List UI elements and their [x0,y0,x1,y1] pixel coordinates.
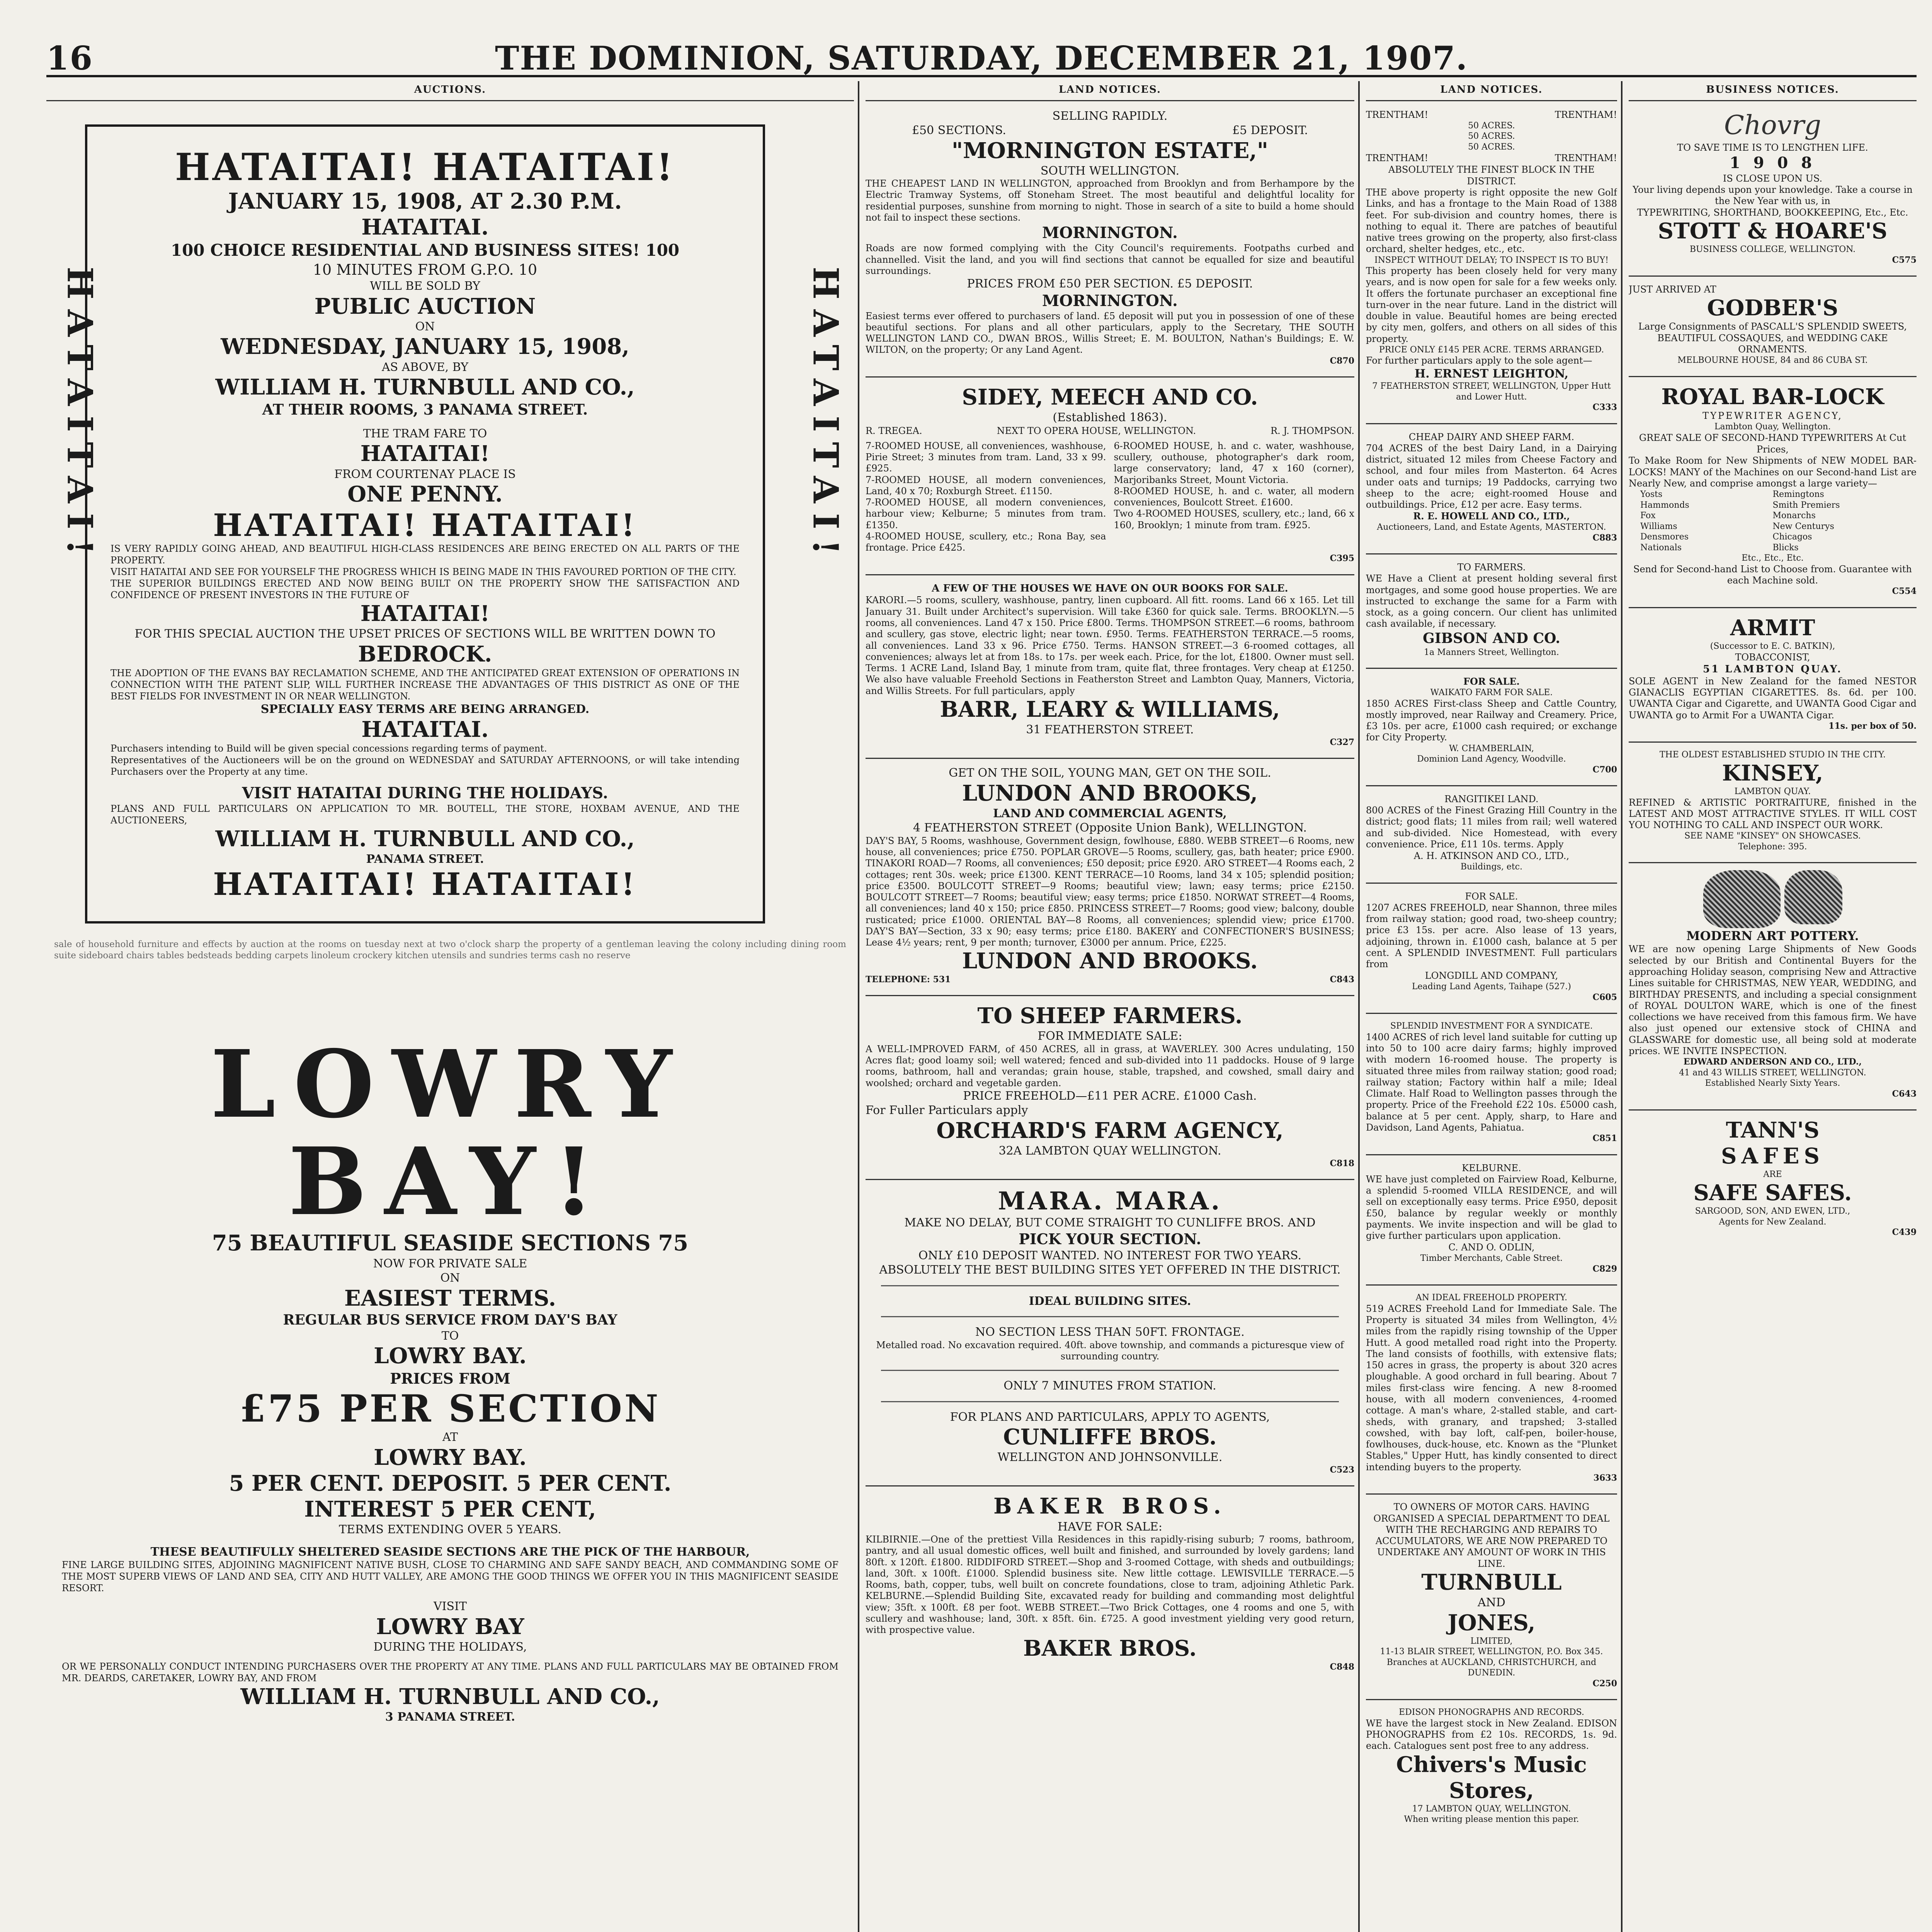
side-text: HATAITAI! [59,267,100,565]
ideal-property-advert: AN IDEAL FREEHOLD PROPERTY. 519 ACRES Freehold Land for Immediate Sale. The Property is situated 34 miles from Wellington, 4½ miles from the rapidly rising township of the Upper Hutt. A good metalled road right into the Property. The land consists of foothills, with extensive flats; 150 acres in grass, the property is about 320 acres ploughable. A good orchard in full bearing. About 7 miles first-class wire fencing. A new 8-roomed house, with all modern conveniences, 4-roomed cottage. A man's whare, 2-stalled stable, and cart-sheds, with granary, and trapshed; 3-stalled cowshed, with bay loft, calf-pen, boiler-house, fowlhouses, duck-house, etc. Known as the "Plunket Stables," Upper Hutt, has kindly consented to direct intending buyers to the property. 3633 [1366,1293,1617,1483]
land-notices-column [866,81,1354,1932]
advert-title: SIDEY, MEECH AND CO. [962,384,1258,410]
faded-text: sale of household furniture and effects by auction at the rooms on tuesday next at two o'clock sharp the property of a gentleman leaving the colony including dining room suite sideboard chairs tables bedsteads bedding carpets linoleum crockery kitchen utensils and sundries terms cash no reserve [54,939,846,961]
newspaper-title: THE DOMINION, SATURDAY, DECEMBER 21, 1907. [495,39,1468,77]
armit-advert: ARMIT (Successor to E. C. BATKIN), TOBACCONIST, 51 LAMBTON QUAY. SOLE AGENT in New Zealand for the famed NESTOR GIANACLIS EGYPTIAN CIGARETTES. 8s. 6d. per 100. UWANTA Cigar and Cigarette, and UWANTA Good Cigar and UWANTA go to Armit For a UWANTA Cigar. 11s. per box of 50. [1629,615,1917,731]
page-number: 16 [46,39,93,77]
royal-bar-lock-advert: ROYAL BAR-LOCK TYPEWRITER AGENCY, Lambton Quay, Wellington. GREAT SALE OF SECOND-HAND TYPEWRITERS At Cut Prices, To Make Room for New Shipments of NEW MODEL BAR-LOCKS! MANY of the Machines on our Second-hand List are Nearly New, and comprise amongst a large variety— Yosts Remingtons Hammonds Smith Premiers Fox Monarchs Williams New Centurys Densmores Chicagos Nationals Blicks Etc., Etc., Etc. Send for Second-hand List to Choose from. Guarantee with each Machine sold. C554 [1629,384,1917,597]
dairy-farm-advert: CHEAP DAIRY AND SHEEP FARM. 704 ACRES of the best Dairy Land, in a Dairying district, situated 12 miles from Cheese Factory and school, and four miles from Masterton. 64 Acres under oats and turnips; 19 Paddocks, carrying two sheep to the acre; eight-roomed House and outbuildings. Price, £12 per acre. Easy terms. R. E. HOWELL AND CO., LTD., Auctioneers, Land, and Estate Agents, MASTERTON. C883 [1366,431,1617,543]
section-header: LAND NOTICES. [1366,81,1617,101]
advert-title: BARR, LEARY & WILLIAMS, [940,696,1280,722]
advert-title: ROYAL BAR-LOCK [1661,384,1884,410]
advert-title: GODBER'S [1707,295,1838,321]
column-rule [858,81,859,1932]
lundon-brooks-advert: GET ON THE SOIL, YOUNG MAN, GET ON THE SOIL. LUNDON AND BROOKS, LAND AND COMMERCIAL AGENTS, 4 FEATHERSTON STREET (Opposite Union Bank), WELLINGTON. DAY'S BAY, 5 Rooms, washhouse, Government design, fowlhouse, £880. WEBB STREET—6 Rooms, new house, all conveniences; price £750. POPLAR GROVE—5 Rooms, scullery, gas, bath heater; price £900. TINAKORI ROAD—7 Rooms, all conveniences; £50 deposit; price £920. ARO STREET—4 Rooms each, 2 cottages; rent 30s. week; price £1300. KENT TERRACE—10 Rooms, land 34 x 105; splendid position; price £3500. BOULCOTT STREET—9 Rooms; beautiful view; lawn; easy terms; price £2150. BOULCOTT STREET—7 Rooms; beautiful view; easy terms; price £1850. NORWAT STREET—4 Rooms, all conveniences; land 40 x 150; price £850. PRINCESS STREET—7 Rooms; good view; balcony, double rusticated; price £1000. ORIENTAL BAY—8 Rooms, all conveniences; splendid view; price £1700. DAY'S BAY—Section, 33 x 90; easy terms; price £180. BAKERY and CONFECTIONER'S BUSINESS; Lease 4½ years; rent, 9 per month; turnover, £3000 per annum. Price, £225. LUNDON AND BROOKS. TELEPHONE: 531 C843 [866,766,1354,985]
edison-advert: EDISON PHONOGRAPHS AND RECORDS. WE have the largest stock in New Zealand. EDISON PHONOGRAPHS from £2 10s. RECORDS, 1s. 9d. each. Catalogues sent post free to any address. Chivers's Music Stores, 17 LAMBTON QUAY, WELLINGTON. When writing please mention this paper. [1366,1708,1617,1825]
advert-title: LUNDON AND BROOKS, [962,780,1258,806]
place-name: HATAITAI. [361,214,489,240]
rangitikei-advert: RANGITIKEI LAND. 800 ACRES of the Finest Grazing Hill Country in the district; good flats; 11 miles from rail; well watered and sub-divided. Nice Homestead, with every convenience. Price, £11 10s. terms. Apply A. H. ATKINSON AND CO., LTD., Buildings, etc. [1366,794,1617,872]
handwritten-signature: Chovrg [1724,110,1821,141]
section-header: LAND NOTICES. [866,81,1354,101]
barr-leary-advert: A FEW OF THE HOUSES WE HAVE ON OUR BOOKS FOR SALE. KARORI.—5 rooms, scullery, washhouse, pantry, linen cupboard. All fitt. rooms. Land 66 x 165. Let till January 31. Built under Architect's supervision. Will take £360 for quick sale. Terms. BROOKLYN.—5 rooms, all conveniences. Land 47 x 150. Price £800. Terms. THOMPSON STREET.—6 rooms, bathroom and scullery, gas stove, electric light; near town. £950. Terms. FEATHERSTON TERRACE.—5 rooms, all conveniences. Land 33 x 96. Price £750. Terms. HANSON STREET.—3 6-roomed cottages, all conveniences; always let at from 18s. to 17s. per week each. Price, for the lot, £1800. Owner must sell. Terms. 1 ACRE Land, Island Bay, 1 minute from tram, quite flat, three frontages. Very cheap at £1250. We also have valuable Freehold Sections in Featherston Street and Lambton Quay, Manners, Victoria, and Willis Streets. For full particulars, apply BARR, LEARY & WILLIAMS, 31 FEATHERSTON STREET. C327 [866,582,1354,747]
godber-advert: JUST ARRIVED AT GODBER'S Large Consignments of PASCALL'S SPLENDID SWEETS, BEAUTIFUL COSSAQUES, and WEDDING CAKE ORNAMENTS. MELBOURNE HOUSE, 84 and 86 CUBA ST. [1629,284,1917,366]
tann-safes-advert: TANN'S SAFES ARE SAFE SAFES. SARGOOD, SON, AND EWEN, LTD., Agents for New Zealand. C439 [1629,1117,1917,1238]
auction-date: JANUARY 15, 1908, AT 2.30 P.M. [228,188,622,214]
auctions-column [46,81,854,1932]
mara-advert: MARA. MARA. MAKE NO DELAY, BUT COME STRAIGHT TO CUNLIFFE BROS. AND PICK YOUR SECTION. ONLY £10 DEPOSIT WANTED. NO INTEREST FOR TWO YEARS. ABSOLUTELY THE BEST BUILDING SITES YET OFFERED IN THE DISTRICT. IDEAL BUILDING SITES. NO SECTION LESS THAN 50FT. FRONTAGE. Metalled road. No excavation required. 40ft. above township, and commands a picturesque view of surrounding country. ONLY 7 MINUTES FROM STATION. FOR PLANS AND PARTICULARS, APPLY TO AGENTS, CUNLIFFE BROS. WELLINGTON AND JOHNSONVILLE. C523 [866,1187,1354,1475]
advert-title: TANN'S [1726,1117,1820,1143]
section-header: BUSINESS NOTICES. [1629,81,1917,101]
advert-title: "MORNINGTON ESTATE," [951,138,1269,163]
waikato-advert: FOR SALE. WAIKATO FARM FOR SALE. 1850 ACRES First-class Sheep and Cattle Country, mostly improved, near Railway and Creamery. Price, £3 10s. per acre, £1000 cash required; or exchange for City Property. W. CHAMBERLAIN, Dominion Land Agency, Woodville. C700 [1366,676,1617,775]
masthead [46,35,1917,77]
stott-hoare-advert: Chovrg TO SAVE TIME IS TO LENGTHEN LIFE. 1 9 0 8 IS CLOSE UPON US. Your living depends upon your knowledge. Take a course in the New Year with us, in TYPEWRITING, SHORTHAND, BOOKKEEPING, Etc., Etc. STOTT & HOARE'S BUSINESS COLLEGE, WELLINGTON. C575 [1629,109,1917,266]
baker-bros-advert: BAKER BROS. HAVE FOR SALE: KILBIRNIE.—One of the prettiest Villa Residences in this rapidly-rising suburb; 7 rooms, bathroom, pantry, and all usual domestic offices, well built and finished, and surrounded by lovely gardens; land 80ft. x 120ft. £1800. RIDDIFORD STREET.—Shop and 3-roomed Cottage, with sheds and outbuildings; land, 30ft. x 100ft. £1000. Splendid business site. New little cottage. LEWISVILLE TERRACE.—5 Rooms, bath, copper, tubs, well built on concrete foundations, close to tram, adjoining Athletic Park. KELBURNE.—Splendid Building Site, excavated ready for building and commanding most delightful view; 35ft. x 100ft. £8 per foot. WEBB STREET.—Two Brick Cottages, one 4 rooms and one 5, with scullery and washhouse; land, 30ft. x 85ft. 6in. £725. A good investment yielding very good return, with prospective value. BAKER BROS. C848 [866,1493,1354,1672]
advert-title: HATAITAI! HATAITAI! [175,145,675,189]
advert-title: KINSEY, [1722,760,1823,786]
sheep-farmers-advert: TO SHEEP FARMERS. FOR IMMEDIATE SALE: A WELL-IMPROVED FARM, of 450 ACRES, all in grass, at WAVERLEY. 300 Acres undulating, 150 Acres flat; good loamy soil; well watered; fenced and sub-divided into 11 paddocks. House of 9 large rooms, bathroom, hall and verandas; grain house, stable, trapshed, and cowshed, small dairy and woolshed; orchard and vegetable garden. PRICE FREEHOLD—£11 PER ACRE. £1000 Cash. For Fuller Particulars apply ORCHARD'S FARM AGENCY, 32A LAMBTON QUAY WELLINGTON. C818 [866,1003,1354,1168]
hataitai-advert: HATAITAI! HATAITAI! JANUARY 15, 1908, AT 2.30 P.M. HATAITAI. 100 CHOICE RESIDENTIAL AND BUSINESS SITES! 100 10 MINUTES FROM G.P.O. 10 WILL BE SOLD BY PUBLIC AUCTION ON WEDNESDAY, JANUARY 15, 1908, AS ABOVE, BY WILLIAM H. TURNBULL AND CO., AT THEIR ROOMS, 3 PANAMA STREET. THE TRAM FARE TO HATAITAI! FROM COURTENAY PLACE IS ONE PENNY. HATAITAI! HATAITAI! IS VERY RAPIDLY GOING AHEAD, AND BEAUTIFUL HIGH-CLASS RESIDENCES ARE BEING ERECTED ON ALL PARTS OF THE PROPERTY. VISIT HATAITAI AND SEE FOR YOURSELF THE PROGRESS WHICH IS BEING MADE IN THIS FAVOURED PORTION OF THE CITY. THE SUPERIOR BUILDINGS ERECTED AND NOW BEING BUILT ON THE PROPERTY SHOW THE SATISFACTION AND CONFIDENCE OF PRESENT INVESTORS IN THE FUTURE OF HATAITAI! FOR THIS SPECIAL AUCTION THE UPSET PRICES OF SECTIONS WILL BE WRITTEN DOWN TO BEDROCK. THE ADOPTION OF THE EVANS BAY RECLAMATION SCHEME, AND THE ANTICIPATED GREAT EXTENSION OF OPERATIONS IN CONNECTION WITH THE PATENT SLIP, WILL FURTHER INCREASE THE ADVANTAGES OF THIS DISTRICT AS ONE OF THE BEST FIELDS FOR INVESTMENT IN OR NEAR WELLINGTON. SPECIALLY EASY TERMS ARE BEING ARRANGED. HATAITAI. Purchasers intending to Build will be given special concessions regarding terms of payment. Representatives of the Auctioneers will be on the ground on WEDNESDAY and SATURDAY AFTERNOONS, or will take intending Purchasers over the Property at any time. VISIT HATAITAI DURING THE HOLIDAYS. PLANS AND FULL PARTICULARS ON APPLICATION TO MR. BOUTELL, THE STORE, HOXBAM AVENUE, AND THE AUCTIONEERS, WILLIAM H. TURNBULL AND CO., PANAMA STREET. HATAITAI! HATAITAI! [85,124,765,924]
advert-title: MARA. MARA. [998,1187,1222,1216]
advert-title: MODERN ART POTTERY. [1686,929,1859,944]
advert-title: Chivers's Music Stores, [1396,1752,1587,1803]
pottery-illustration [1784,870,1842,924]
pottery-advert: MODERN ART POTTERY. WE are now opening Large Shipments of New Goods selected by our British and Continental Buyers for the approaching Holiday season, comprising New and Attractive Lines suitable for CHRISTMAS, NEW YEAR, WEDDING, and BIRTHDAY PRESENTS, and including a special consignment of ROYAL DOULTON WARE, which is one of the finest collections we have received from this famous firm. We have also just opened our extensive stock of CHINA and GLASSWARE for domestic use, all being sold at moderate prices. WE INVITE INSPECTION. EDWARD ANDERSON AND CO., LTD., 41 and 43 WILLIS STREET, WELLINGTON. Established Nearly Sixty Years. C643 [1629,870,1917,1099]
syndicate-advert: SPLENDID INVESTMENT FOR A SYNDICATE. 1400 ACRES of rich level land suitable for cutting up into 50 to 100 acre dairy farms; highly improved with modern 16-roomed house. The property is situated three miles from railway station; good road; railway station; Factory within half a mile; Ideal Climate. Half Road to Wellington passes through the property. Price of the Freehold £22 10s. £5000 cash, balance at 5 per cent. Apply, sharp, to Hare and Davidson, Land Agents, Pahiatua. C851 [1366,1021,1617,1144]
farmers-advert: TO FARMERS. WE Have a Client at present holding several first mortgages, and some good house properties. We are instructed to exchange the same for a Farm with stock, as a going concern. Our client has unlimited cash available, if necessary. GIBSON AND CO. 1a Manners Street, Wellington. [1366,562,1617,657]
land-notices-column-2 [1366,81,1617,1932]
pottery-illustration [1703,870,1781,928]
business-notices-column [1629,81,1917,1932]
mornington-advert: SELLING RAPIDLY. £50 SECTIONS. £5 DEPOSIT. "MORNINGTON ESTATE," SOUTH WELLINGTON. THE CHEAPEST LAND IN WELLINGTON, approached from Brooklyn and from Berhampore by the Electric Tramway Systems, off Stoneham Street. The most beautiful and delightful locality for residential purposes, sunshine from morning to night. Those in search of a site to build a home should not fail to inspect these sections. MORNINGTON. Roads are now formed complying with the City Council's requirements. Footpaths curbed and channelled. Visit the land, and you will find sections that cannot be equalled for size and beautiful surroundings. PRICES FROM £50 PER SECTION. £5 DEPOSIT. MORNINGTON. Easiest terms ever offered to purchasers of land. £5 deposit will put you in possession of one of these beautiful sections. For plans and all other particulars, apply to the Secretary, THE SOUTH WELLINGTON LAND CO., DWAN BROS., Willis Street; E. M. BOULTON, Nathan's Buildings; E. W. WILTON, on the property; Or any Land Agent. C870 [866,109,1354,366]
column-rule [1621,81,1622,1932]
advert-title: LOWRY BAY! [210,1030,690,1236]
typewriter-list: Yosts Remingtons Hammonds Smith Premiers Fox Monarchs Williams New Centurys Densmores Chicagos Nationals Blicks [1640,490,1840,553]
side-text: HATAITAI! [805,267,846,565]
advert-title: BAKER BROS. [993,1493,1226,1519]
advert-title: STOTT & HOARE'S [1658,218,1888,244]
kelburne-advert: KELBURNE. WE have just completed on Fairview Road, Kelburne, a splendid 5-roomed VILLA RESIDENCE, and will sell on exceptionally easy terms. Price £950, deposit £50, balance by regular weekly or monthly payments. We invite inspection and will be glad to give further particulars upon application. C. AND O. ODLIN, Timber Merchants, Cable Street. C829 [1366,1162,1617,1274]
advert-title: ARMIT [1730,615,1815,641]
kinsey-advert: THE OLDEST ESTABLISHED STUDIO IN THE CITY. KINSEY, LAMBTON QUAY. REFINED & ARTISTIC PORTRAITURE, finished in the LATEST AND MOST ATTRACTIVE STYLES. IT WILL COST YOU NOTHING TO CALL AND INSPECT OUR WORK. SEE NAME "KINSEY" ON SHOWCASES. Telephone: 395. [1629,750,1917,852]
lowry-bay-advert: LOWRY BAY! 75 BEAUTIFUL SEASIDE SECTIONS 75 NOW FOR PRIVATE SALE ON EASIEST TERMS. REGULAR BUS SERVICE FROM DAY'S BAY TO LOWRY BAY. PRICES FROM £75 PER SECTION AT LOWRY BAY. 5 PER CENT. DEPOSIT. 5 PER CENT. INTEREST 5 PER CENT, TERMS EXTENDING OVER 5 YEARS. THESE BEAUTIFULLY SHELTERED SEASIDE SECTIONS ARE THE PICK OF THE HARBOUR, FINE LARGE BUILDING SITES, ADJOINING MAGNIFICENT NATIVE BUSH, CLOSE TO CHARMING AND SAFE SANDY BEACH, AND COMMANDING SOME OF THE MOST SUPERB VIEWS OF LAND AND SEA, CITY AND HUTT VALLEY, ARE AMONG THE GOOD THINGS WE OFFER YOU IN THIS MAGNIFICENT SEASIDE RESORT. VISIT LOWRY BAY DURING THE HOLIDAYS, OR WE PERSONALLY CONDUCT INTENDING PURCHASERS OVER THE PROPERTY AT ANY TIME. PLANS AND FULL PARTICULARS MAY BE OBTAINED FROM MR. DEARDS, CARETAKER, LOWRY BAY, AND FROM WILLIAM H. TURNBULL AND CO., 3 PANAMA STREET. [62,1030,838,1724]
trentham-advert: TRENTHAM! TRENTHAM! 50 ACRES. 50 ACRES. 50 ACRES. TRENTHAM! TRENTHAM! ABSOLUTELY THE FINEST BLOCK IN THE DISTRICT. THE above property is right opposite the new Golf Links, and has a frontage to the Main Road of 1388 feet. For sub-division and country homes, there is nothing to equal it. There are patches of beautiful native trees growing on the property, also first-class orchard, shelter hedges, etc., etc. INSPECT WITHOUT DELAY; TO INSPECT IS TO BUY! This property has been closely held for very many years, and is now open for sale for a few weeks only. It offers the fortunate purchaser an exceptional fine turn-over in the near future. Land in the district will double in value. Beautiful homes are being erected by city men, golfers, and others on all sides of this property. PRICE ONLY £145 PER ACRE. TERMS ARRANGED. For further particulars apply to the sole agent— H. ERNEST LEIGHTON, 7 FEATHERSTON STREET, WELLINGTON, Upper Hutt and Lower Hutt. C333 [1366,109,1617,413]
shannon-advert: FOR SALE. 1207 ACRES FREEHOLD, near Shannon, three miles from railway station; good road, two-sheep country; price £3 15s. per acre. Also lease of 13 years, adjoining, thrown in. £1000 cash, balance at 5 per cent. A SPLENDID INVESTMENT. Full particulars from LONGDILL AND COMPANY, Leading Land Agents, Taihape (527.) C605 [1366,891,1617,1002]
turnbull-jones-advert: TO OWNERS OF MOTOR CARS. HAVING ORGANISED A SPECIAL DEPARTMENT TO DEAL WITH THE RECHARGING AND REPAIRS TO ACCUMULATORS, WE ARE NOW PREPARED TO UNDERTAKE ANY AMOUNT OF WORK IN THIS LINE. TURNBULL AND JONES, LIMITED, 11-13 BLAIR STREET, WELLINGTON, P.O. Box 345. Branches at AUCKLAND, CHRISTCHURCH, and DUNEDIN. C250 [1366,1502,1617,1689]
advert-title: TO SHEEP FARMERS. [977,1003,1243,1029]
auctioneer-name: WILLIAM H. TURNBULL AND CO., [215,374,635,400]
advert-title: TURNBULL [1421,1569,1562,1595]
sidey-meech-advert: SIDEY, MEECH AND CO. (Established 1863). R. TREGEA. NEXT TO OPERA HOUSE, WELLINGTON. R. J. THOMPSON. 7-ROOMED HOUSE, all conveniences, washhouse, Pirie Street; 3 minutes from tram. Land, 33 x 99. £925. 7-ROOMED HOUSE, all modern conveniences, Land, 40 x 70; Roxburgh Street. £1150. 7-ROOMED HOUSE, all modern conveniences, harbour view; Kelburne; 5 minutes from tram. £1350. 4-ROOMED HOUSE, scullery, etc.; Rona Bay, sea frontage. Price £425. 6-ROOMED HOUSE, h. and c. water, washhouse, scullery, outhouse, photographer's dark room, large conservatory; land, 47 x 160 (corner), Marjoribanks Street, Mount Victoria. 8-ROOMED HOUSE, h. and c. water, all modern conveniences, Boulcott Street. £1600. Two 4-ROOMED HOUSES, scullery, etc.; land, 66 x 160, Brooklyn; 1 minute from tram. £925. C395 [866,384,1354,564]
column-rule [1358,81,1360,1932]
section-header: AUCTIONS. [46,81,854,101]
price-headline: £75 PER SECTION [240,1387,661,1431]
